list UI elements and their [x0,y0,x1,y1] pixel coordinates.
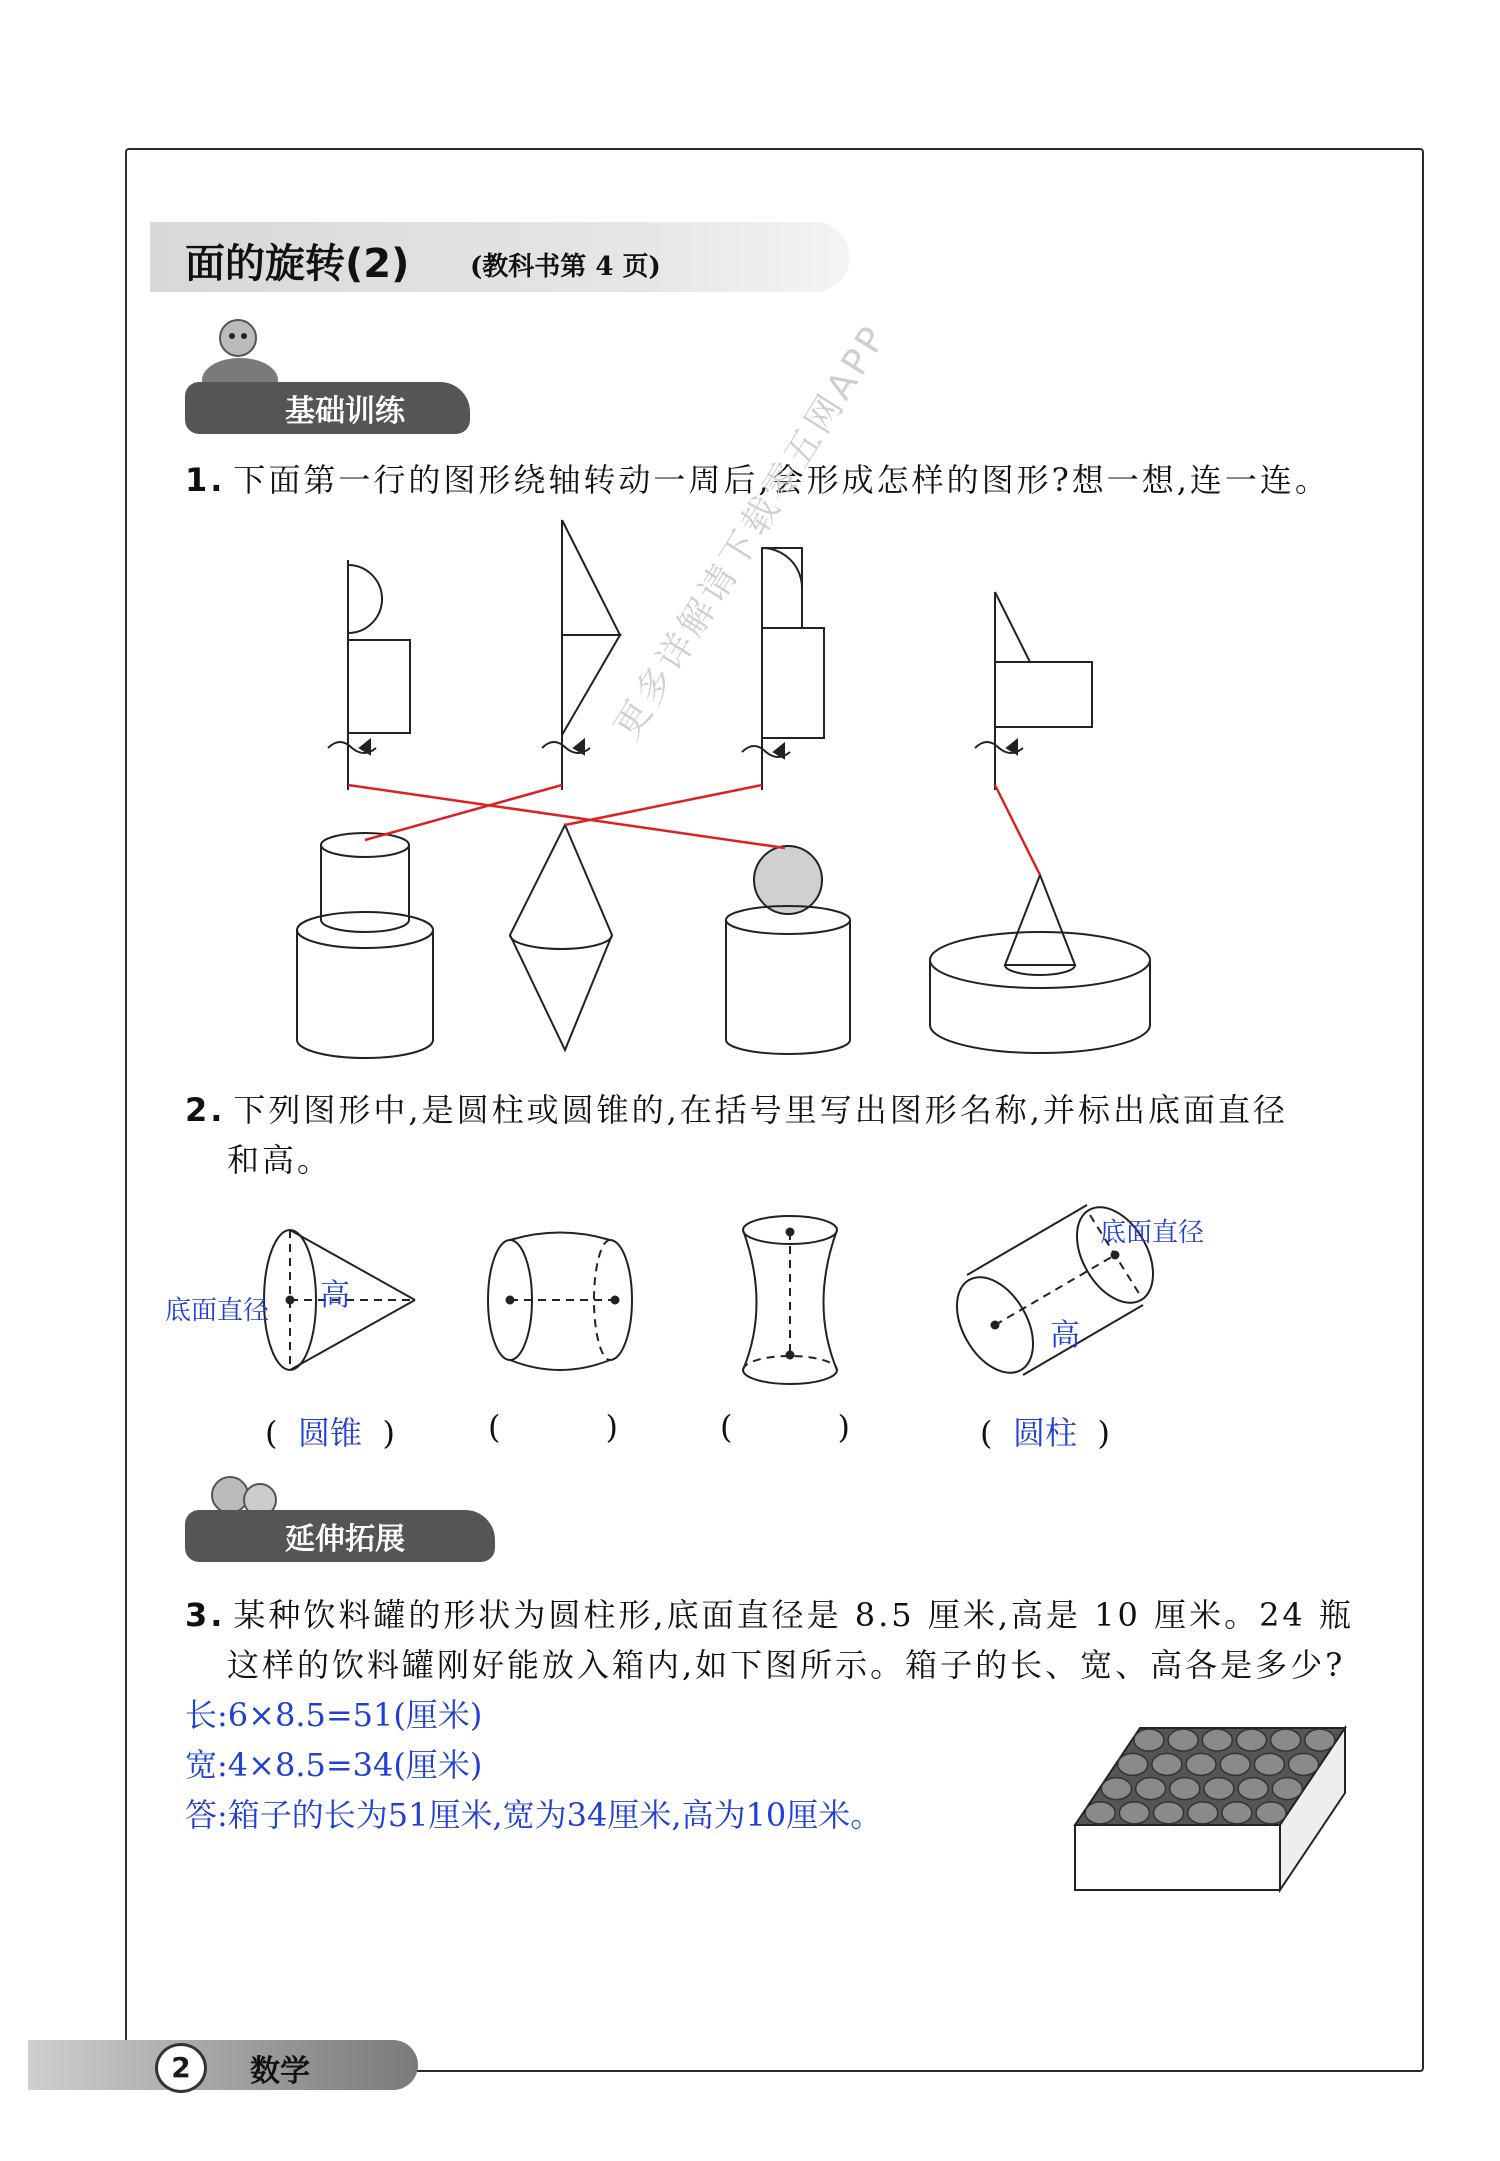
answer-width: 宽:4×8.5=34(厘米) [185,1746,483,1784]
page-number: 2 [155,2043,207,2093]
question-2-number: 2. [185,1091,226,1129]
question-3-text-line2: 这样的饮料罐刚好能放入箱内,如下图所示。箱子的长、宽、高各是多少? [227,1646,1346,1684]
can-top [1186,1753,1216,1775]
watermark: 更多详解请下载零五网APP [606,317,896,746]
can-top [1136,1778,1166,1800]
can-top [1152,1753,1182,1775]
cone-height-label: 高 [320,1278,350,1313]
can-top [1119,1802,1149,1824]
can-top [1256,1802,1286,1824]
answer-4: 圆柱 [1012,1414,1077,1452]
can-top [1202,1729,1232,1751]
can-top [1236,1729,1266,1751]
can-top [1134,1729,1164,1751]
can-top [1101,1778,1131,1800]
question-3-text-line1: 某种饮料罐的形状为圆柱形,底面直径是 8.5 厘米,高是 10 厘米。24 瓶 [233,1596,1354,1634]
can-top [1289,1753,1319,1775]
answer-length: 长:6×8.5=51(厘米) [185,1696,483,1734]
can-top [1271,1729,1301,1751]
can-top [1188,1802,1218,1824]
answer-conclusion: 答:箱子的长为51厘米,宽为34厘米,高为10厘米。 [185,1796,883,1834]
cone-diameter-label: 底面直径 [165,1296,270,1326]
answer-blank-4: ( 圆柱 ) [980,1408,1110,1454]
footer-band [28,2040,418,2090]
cylinder-height-label: 高 [1050,1318,1080,1353]
subject-label: 数学 [250,2054,310,2089]
can-top [1168,1729,1198,1751]
question-1-text: 下面第一行的图形绕轴转动一周后,会形成怎样的图形?想一想,连一连。 [233,461,1330,499]
can-top [1220,1753,1250,1775]
section-basic-training-label: 基础训练 [285,394,405,429]
can-top [1254,1753,1284,1775]
can-top [1305,1729,1335,1751]
can-top [1170,1778,1200,1800]
can-top [1085,1802,1115,1824]
page-title: 面的旋转(2) [185,241,410,287]
answer-1: 圆锥 [297,1414,362,1452]
question-2-text-line2: 和高。 [227,1141,333,1179]
question-2-text-line1: 下列图形中,是圆柱或圆锥的,在括号里写出图形名称,并标出底面直径 [233,1091,1288,1129]
can-top [1238,1778,1268,1800]
can-top [1272,1778,1302,1800]
question-1-number: 1. [185,461,226,499]
question-3-number: 3. [185,1596,226,1634]
can-top [1154,1802,1184,1824]
cylinder-diameter-label: 底面直径 [1100,1218,1205,1248]
can-top [1222,1802,1252,1824]
textbook-reference: (教科书第 4 页) [470,252,661,282]
can-top [1118,1753,1148,1775]
can-top [1204,1778,1234,1800]
answer-blank-2: ( ) [488,1408,618,1446]
section-extension-label: 延伸拓展 [285,1522,405,1557]
answer-blank-1: ( 圆锥 ) [265,1408,395,1454]
answer-blank-3: ( ) [720,1408,850,1446]
